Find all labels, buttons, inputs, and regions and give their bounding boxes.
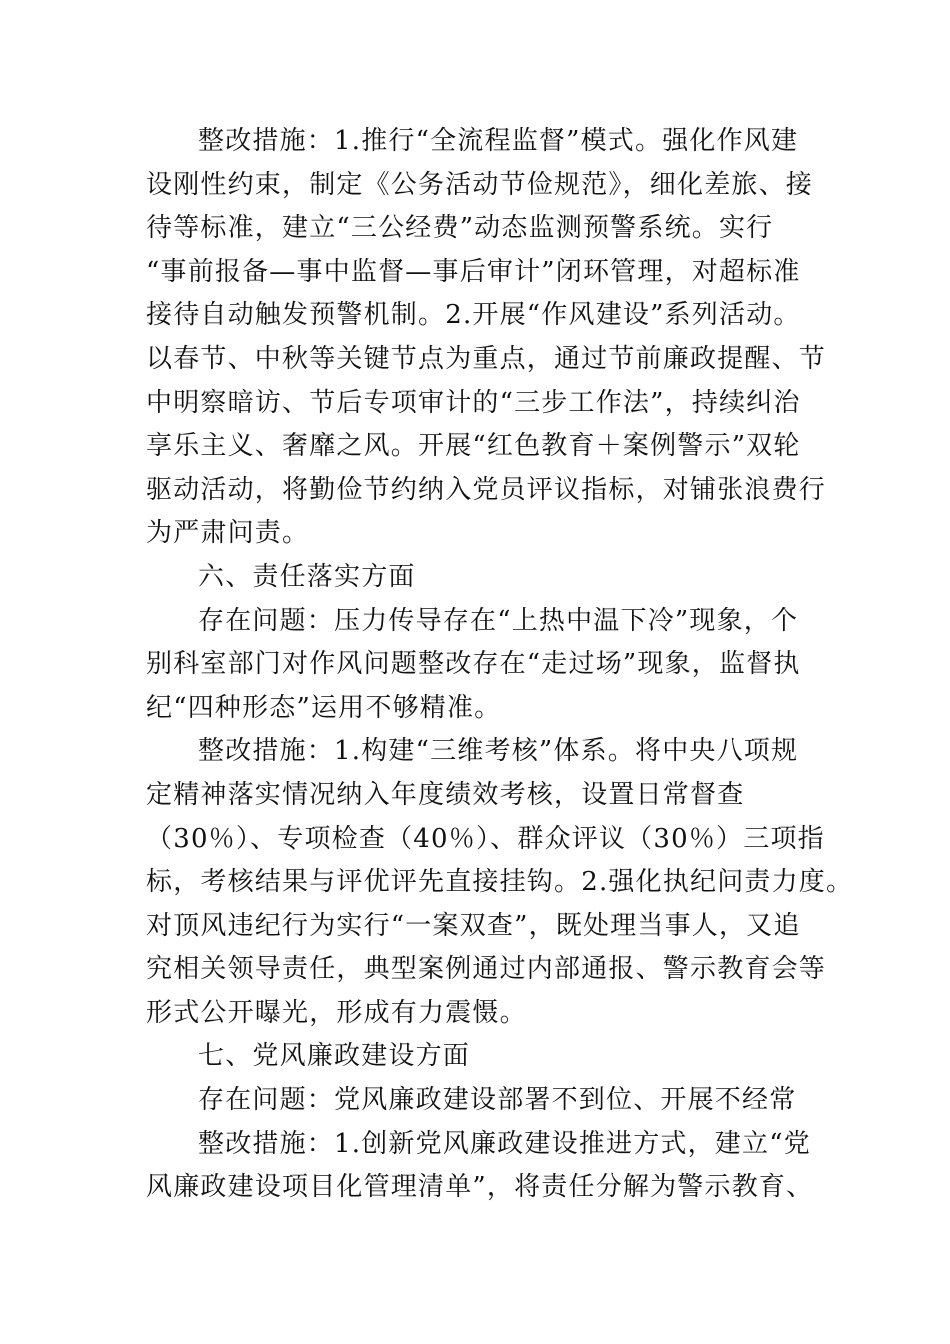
text-line: 中明察暗访、节后专项审计的“三步工作法”，持续纠治 xyxy=(146,387,801,418)
text-line: 风廉政建设项目化管理清单”，将责任分解为警示教育、 xyxy=(146,1172,814,1203)
text-line: （30％）、专项检查（40％）、群众评议（30％）三项指 xyxy=(146,823,825,854)
text-line: 以春节、中秋等关键节点为重点，通过节前廉政提醒、节 xyxy=(146,343,827,374)
text-line: 标，考核结果与评优评先直接挂钩。2.强化执纪问责力度。 xyxy=(146,867,854,898)
text-line: “事前报备—事中监督—事后审计”闭环管理，对超标准 xyxy=(146,256,801,287)
text-line: 为严肃问责。 xyxy=(146,518,310,549)
text-line: 待等标准，建立“三公经费”动态监测预警系统。实行 xyxy=(146,213,774,244)
section-heading: 七、党风廉政建设方面 xyxy=(198,1041,471,1072)
text-line: 整改措施：1.构建“三维考核”体系。将中央八项规 xyxy=(198,736,799,767)
text-line: 存在问题：党风廉政建设部署不到位、开展不经常 xyxy=(198,1085,797,1116)
text-line: 整改措施：1.创新党风廉政建设推进方式，建立“党 xyxy=(198,1128,811,1159)
text-line: 享乐主义、奢靡之风。开展“红色教育＋案例警示”双轮 xyxy=(146,431,801,462)
text-line: 形式公开曝光，形成有力震慑。 xyxy=(146,997,527,1028)
text-line: 别科室部门对作风问题整改存在“走过场”现象，监督执 xyxy=(146,649,801,680)
text-line: 纪“四种形态”运用不够精准。 xyxy=(146,692,502,723)
text-line: 驱动活动，将勤俭节约纳入党员评议指标，对铺张浪费行 xyxy=(146,474,827,505)
text-line: 接待自动触发预警机制。2.开展“作风建设”系列活动。 xyxy=(146,300,801,331)
text-line: 对顶风违纪行为实行“一案双查”，既处理当事人，又追 xyxy=(146,910,801,941)
text-line: 存在问题：压力传导存在“上热中温下冷”现象，个 xyxy=(198,605,799,636)
document-body xyxy=(146,120,854,1210)
text-line: 整改措施：1.推行“全流程监督”模式。强化作风建 xyxy=(198,126,799,156)
section-heading: 六、责任落实方面 xyxy=(198,561,416,592)
text-line: 定精神落实情况纳入年度绩效考核，设置日常督查 xyxy=(146,779,745,810)
text-line: 究相关领导责任，典型案例通过内部通报、警示教育会等 xyxy=(146,954,827,985)
text-line: 设刚性约束，制定《公务活动节俭规范》，细化差旅、接 xyxy=(146,169,814,200)
